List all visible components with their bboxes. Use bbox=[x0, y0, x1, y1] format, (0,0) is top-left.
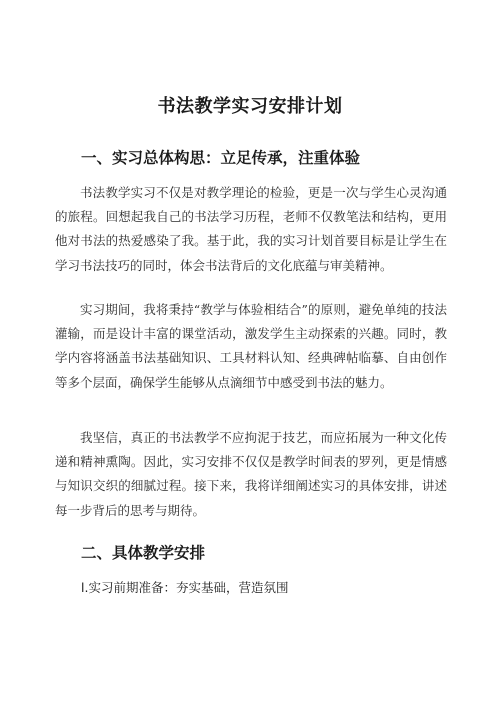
document-title: 书法教学实习安排计划 bbox=[157, 96, 343, 117]
paragraph-1: 书法教学实习不仅是对教学理论的检验，更是一次与学生心灵沟通的旅程。回想起我自己的书法学习历程，老师不仅教笔法和结构，更用他对书法的热爱感染了我。基于此，我的实习计划首要目标是让学生在学习书法技巧的同时，体会书法背后的文化底蕴与审美精神。 bbox=[55, 185, 447, 273]
paragraph-3: 我坚信，真正的书法教学不应拘泥于技艺，而应拓展为一种文化传递和精神熏陶。因此，实习安排不仅仅是教学时间表的罗列，更是情感与知识交织的细腻过程。接下来，我将详细阐述实习的具体安排，讲述每一步背后的思考与期待。 bbox=[55, 430, 447, 518]
paragraph-2: 实习期间，我将秉持“教学与体验相结合”的原则，避免单纯的技法灌输，而是设计丰富的课堂活动，激发学生主动探索的兴趣。同时，教学内容将涵盖书法基础知识、工具材料认知、经典碑帖临摹、自由创作等多个层面，确保学生能够从点滴细节中感受到书法的魅力。 bbox=[55, 302, 447, 390]
section-heading-1: 一、实习总体构思：立足传承，注重体验 bbox=[81, 149, 361, 167]
subsection-heading-1: l.实习前期准备：夯实基础，营造氛围 bbox=[81, 580, 289, 595]
section-heading-2: 二、具体教学安排 bbox=[81, 544, 206, 562]
